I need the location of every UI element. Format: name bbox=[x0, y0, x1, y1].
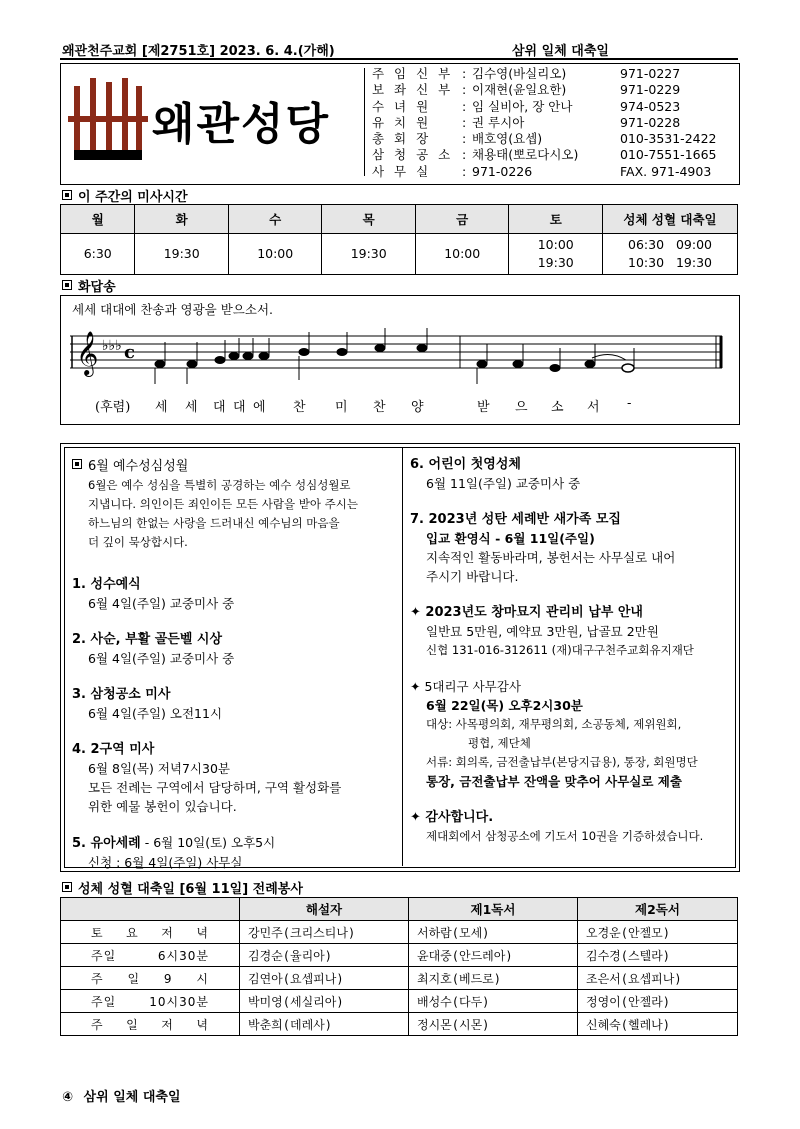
notice-line: 6월 4일(주일) 교중미사 중 bbox=[88, 651, 235, 666]
lyric-syllable: 소 bbox=[551, 400, 564, 415]
service-commentator: 김연아(요셉피나) bbox=[240, 967, 409, 990]
staff-name: 임 실비아, 장 안나 bbox=[472, 98, 573, 114]
page-footer bbox=[62, 1086, 181, 1105]
staff-phone: 974-0523 bbox=[620, 98, 681, 114]
lyric-syllable: - bbox=[627, 396, 632, 411]
notice-emphasis: 통장, 금전출납부 잔액을 맞추어 사무실로 제출 bbox=[426, 774, 682, 789]
service-slot: 주일 10시30분 bbox=[61, 990, 240, 1013]
day-sat: 토 bbox=[509, 205, 603, 234]
treble-clef-icon: 𝄞 bbox=[76, 331, 99, 375]
service-reader2: 김수경(스텔라) bbox=[578, 944, 738, 967]
notices-right bbox=[410, 455, 732, 846]
service-commentator: 박미영(세실리아) bbox=[240, 990, 409, 1013]
service-reader2: 오경운(안젤모) bbox=[578, 921, 738, 944]
footer-feast: 삼위 일체 대축일 bbox=[83, 1090, 181, 1105]
notices-divider bbox=[402, 447, 403, 866]
service-reader1: 서하람(모세) bbox=[409, 921, 578, 944]
square-bullet-icon bbox=[62, 280, 72, 290]
notice-title: 2. 사순, 부활 골든벨 시상 bbox=[72, 632, 223, 647]
notice-title: 7. 2023년 성탄 세례반 새가족 모집 bbox=[410, 512, 621, 527]
notice-line: 대상: 사목평의회, 재무평의회, 소공동체, 제위원회, bbox=[426, 717, 682, 731]
notice-line: 6월 4일(주일) 교중미사 중 bbox=[88, 596, 235, 611]
time-wed: 10:00 bbox=[228, 234, 322, 275]
service-reader2: 정영이(안젤라) bbox=[578, 990, 738, 1013]
service-commentator: 강민주(크리스티나) bbox=[240, 921, 409, 944]
notice-subtitle: 6월 22일(목) 오후2시30분 bbox=[426, 698, 583, 713]
staff-phone: FAX. 971-4903 bbox=[620, 163, 712, 179]
staff-phone: 010-7551-1665 bbox=[620, 147, 717, 163]
staff-role: 총 회 장 bbox=[372, 131, 432, 147]
notice-line: 모든 전례는 구역에서 담당하며, 구역 활성화를 bbox=[88, 780, 342, 795]
time-sat: 10:00 19:30 bbox=[509, 234, 603, 275]
square-bullet-icon bbox=[72, 459, 82, 469]
lyric-syllable: 양 bbox=[411, 400, 424, 415]
common-time-icon: c bbox=[124, 342, 135, 363]
notice-line: 신청 : 6월 4일(주일) 사무실 bbox=[88, 855, 243, 870]
bulletin-header bbox=[62, 40, 738, 59]
staff-row: 보 좌 신 부 : 이재현(윤일요한) 971-0229 bbox=[372, 82, 681, 98]
service-slot: 주일 6시30분 bbox=[61, 944, 240, 967]
service-reader1: 정시몬(시몬) bbox=[409, 1013, 578, 1036]
notice-line: 지속적인 활동바라며, 봉헌서는 사무실로 내어 bbox=[426, 550, 676, 565]
notice-title: 1. 성수예식 bbox=[72, 577, 141, 592]
service-header: 해설자 bbox=[240, 898, 409, 921]
service-reader2: 신혜숙(헬레나) bbox=[578, 1013, 738, 1036]
staff-name: 채용태(뽀로다시오) bbox=[472, 147, 579, 163]
staff-name: 배호영(요셉) bbox=[472, 131, 543, 147]
page-number: ④ bbox=[62, 1090, 74, 1105]
notice-line: 제대회에서 삼청공소에 기도서 10권을 기증하셨습니다. bbox=[426, 829, 704, 843]
staff-row: 유 치 원 : 권 루시아 971-0228 bbox=[372, 114, 681, 130]
bulletin-feast: 삼위 일체 대축일 bbox=[512, 44, 609, 59]
lyric-syllable: 찬 bbox=[293, 400, 306, 415]
staff-directory bbox=[372, 66, 732, 180]
time-fri: 10:00 bbox=[415, 234, 509, 275]
notice-title: ✦ 2023년도 창마묘지 관리비 납부 안내 bbox=[410, 605, 643, 620]
notice-line: 일반묘 5만원, 예약묘 3만원, 납골묘 2만원 bbox=[426, 624, 659, 639]
notice-line: 6월 11일(주일) 교중미사 중 bbox=[426, 476, 581, 491]
flat-sign-icon: ♭♭♭ bbox=[102, 338, 122, 354]
parish-logo bbox=[66, 68, 365, 176]
staff-name: 이재현(윤일요한) bbox=[472, 82, 567, 98]
day-tue: 화 bbox=[135, 205, 229, 234]
intro-line: 하느님의 한없는 사랑을 드러내신 예수님의 마음을 bbox=[88, 516, 340, 530]
service-row bbox=[61, 967, 738, 990]
notice-line: 주시기 바랍니다. bbox=[426, 569, 519, 584]
notice-title: ✦ 5대리구 사무감사 bbox=[410, 679, 521, 694]
lyric-syllable: 대 bbox=[233, 400, 246, 415]
staff-role: 삼 청 공 소 bbox=[372, 147, 454, 163]
staff-row: 총 회 장 : 배호영(요셉) 010-3531-2422 bbox=[372, 131, 717, 147]
notice-line: 평협, 제단체 bbox=[468, 736, 531, 750]
service-row bbox=[61, 1013, 738, 1036]
time-tue: 19:30 bbox=[135, 234, 229, 275]
day-feast: 성체 성혈 대축일 bbox=[603, 205, 738, 234]
staff-name: 김수영(바실리오) bbox=[472, 66, 567, 81]
slur-icon bbox=[592, 354, 626, 360]
service-header-row bbox=[61, 898, 738, 921]
notice-line: 위한 예물 봉헌이 있습니다. bbox=[88, 799, 237, 814]
time-mon: 6:30 bbox=[61, 234, 135, 275]
staff-role: 수 녀 원 bbox=[372, 98, 432, 114]
notice-line: 6월 8일(목) 저녁7시30분 bbox=[88, 761, 230, 776]
staff-phone: 971-0228 bbox=[620, 114, 681, 130]
lyric-syllable: (후렴) bbox=[95, 400, 131, 415]
day-thu: 목 bbox=[322, 205, 416, 234]
day-wed: 수 bbox=[228, 205, 322, 234]
service-row bbox=[61, 990, 738, 1013]
psalm-refrain-text: 세세 대대에 찬송과 영광을 받으소서. bbox=[72, 302, 273, 317]
staff-role: 유 치 원 bbox=[372, 114, 432, 130]
lyric-syllable: 서 bbox=[587, 400, 600, 415]
parish-name: 왜관성당 bbox=[152, 99, 331, 150]
notice-title: 6. 어린이 첫영성체 bbox=[410, 457, 521, 472]
service-header: 제1독서 bbox=[409, 898, 578, 921]
service-commentator: 박춘희(데레사) bbox=[240, 1013, 409, 1036]
service-row bbox=[61, 944, 738, 967]
lyric-syllable: 세 bbox=[155, 400, 168, 415]
mass-days-row bbox=[61, 205, 738, 234]
notice-subtitle: 입교 환영식 - 6월 11일(주일) bbox=[426, 531, 595, 546]
staff-row: 수 녀 원 : 임 실비아, 장 안나 974-0523 bbox=[372, 98, 681, 114]
lyric-syllable: 받 bbox=[477, 400, 490, 415]
mass-schedule-table bbox=[60, 204, 738, 275]
service-slot: 주 일 9 시 bbox=[61, 967, 240, 990]
time-feast: 06:30 09:00 10:30 19:30 bbox=[603, 234, 738, 275]
notice-title: 3. 삼청공소 미사 bbox=[72, 687, 171, 702]
lyric-syllable: 에 bbox=[253, 400, 266, 415]
liturgy-service-table bbox=[60, 897, 738, 1036]
notice-title: 4. 2구역 미사 bbox=[72, 742, 155, 757]
staff-role: 사 무 실 bbox=[372, 163, 432, 179]
staff-phone: 010-3531-2422 bbox=[620, 131, 717, 147]
square-bullet-icon bbox=[62, 882, 72, 892]
day-mon: 월 bbox=[61, 205, 135, 234]
service-reader2: 조은서(요셉피나) bbox=[578, 967, 738, 990]
staff-row: 사 무 실 : 971-0226 FAX. 971-4903 bbox=[372, 163, 712, 179]
bulletin-issue: 왜관천주교회 [제2751호] 2023. 6. 4.(가해) bbox=[62, 44, 335, 59]
staff-name: 971-0226 bbox=[472, 163, 533, 179]
notices-left bbox=[72, 457, 398, 872]
service-commentator: 김경순(율리아) bbox=[240, 944, 409, 967]
lyric-syllable: 미 bbox=[335, 400, 348, 415]
staff-phone: 971-0227 bbox=[620, 66, 681, 81]
mass-section-title: 이 주간의 미사시간 bbox=[62, 186, 188, 205]
parish-emblem-icon bbox=[68, 78, 148, 168]
service-header bbox=[61, 898, 240, 921]
notice-line: 서류: 회의록, 금전출납부(본당지급용), 통장, 회원명단 bbox=[426, 755, 698, 769]
lyric-syllable: 찬 bbox=[373, 400, 386, 415]
intro-line: 지냅니다. 의인이든 죄인이든 모든 사람을 받아 주시는 bbox=[88, 497, 358, 511]
notice-title: 5. 유아세례 bbox=[72, 836, 141, 851]
intro-line: 6월은 예수 성심을 특별히 공경하는 예수 성심성월로 bbox=[88, 478, 351, 492]
lyric-syllable: 세 bbox=[185, 400, 198, 415]
staff-row: 주 임 신 부 : 김수영(바실리오) 971-0227 bbox=[372, 66, 681, 81]
day-fri: 금 bbox=[415, 205, 509, 234]
intro-title: 6월 예수성심성월 bbox=[88, 459, 189, 474]
service-reader1: 배성수(다두) bbox=[409, 990, 578, 1013]
service-slot: 주 일 저 녁 bbox=[61, 1013, 240, 1036]
service-slot: 토 요 저 녁 bbox=[61, 921, 240, 944]
service-reader1: 윤대중(안드레아) bbox=[409, 944, 578, 967]
intro-line: 더 깊이 묵상합시다. bbox=[88, 535, 188, 549]
staff-role: 주 임 신 부 bbox=[372, 66, 454, 81]
square-bullet-icon bbox=[62, 190, 72, 200]
service-row bbox=[61, 921, 738, 944]
lyric-syllable: 으 bbox=[515, 400, 528, 415]
mass-times-row bbox=[61, 234, 738, 275]
time-thu: 19:30 bbox=[322, 234, 416, 275]
music-staff bbox=[70, 322, 730, 392]
service-reader1: 최지호(베드로) bbox=[409, 967, 578, 990]
notice-title-detail: - 6월 10일(토) 오후5시 bbox=[140, 835, 276, 850]
notice-title: ✦ 감사합니다. bbox=[410, 810, 494, 825]
service-section-title: 성체 성혈 대축일 [6월 11일] 전례봉사 bbox=[62, 878, 303, 897]
staff-phone: 971-0229 bbox=[620, 82, 681, 98]
header-rule bbox=[60, 58, 738, 60]
notice-line: 신협 131-016-312611 (재)대구구천주교회유지재단 bbox=[426, 643, 694, 657]
psalm-section-title: 화답송 bbox=[62, 276, 116, 295]
staff-name: 권 루시아 bbox=[472, 114, 525, 130]
staff-row: 삼 청 공 소 : 채용태(뽀로다시오) 010-7551-1665 bbox=[372, 147, 717, 163]
service-header: 제2독서 bbox=[578, 898, 738, 921]
notice-line: 6월 4일(주일) 오전11시 bbox=[88, 706, 223, 721]
lyric-syllable: 대 bbox=[213, 400, 226, 415]
staff-role: 보 좌 신 부 bbox=[372, 82, 454, 98]
